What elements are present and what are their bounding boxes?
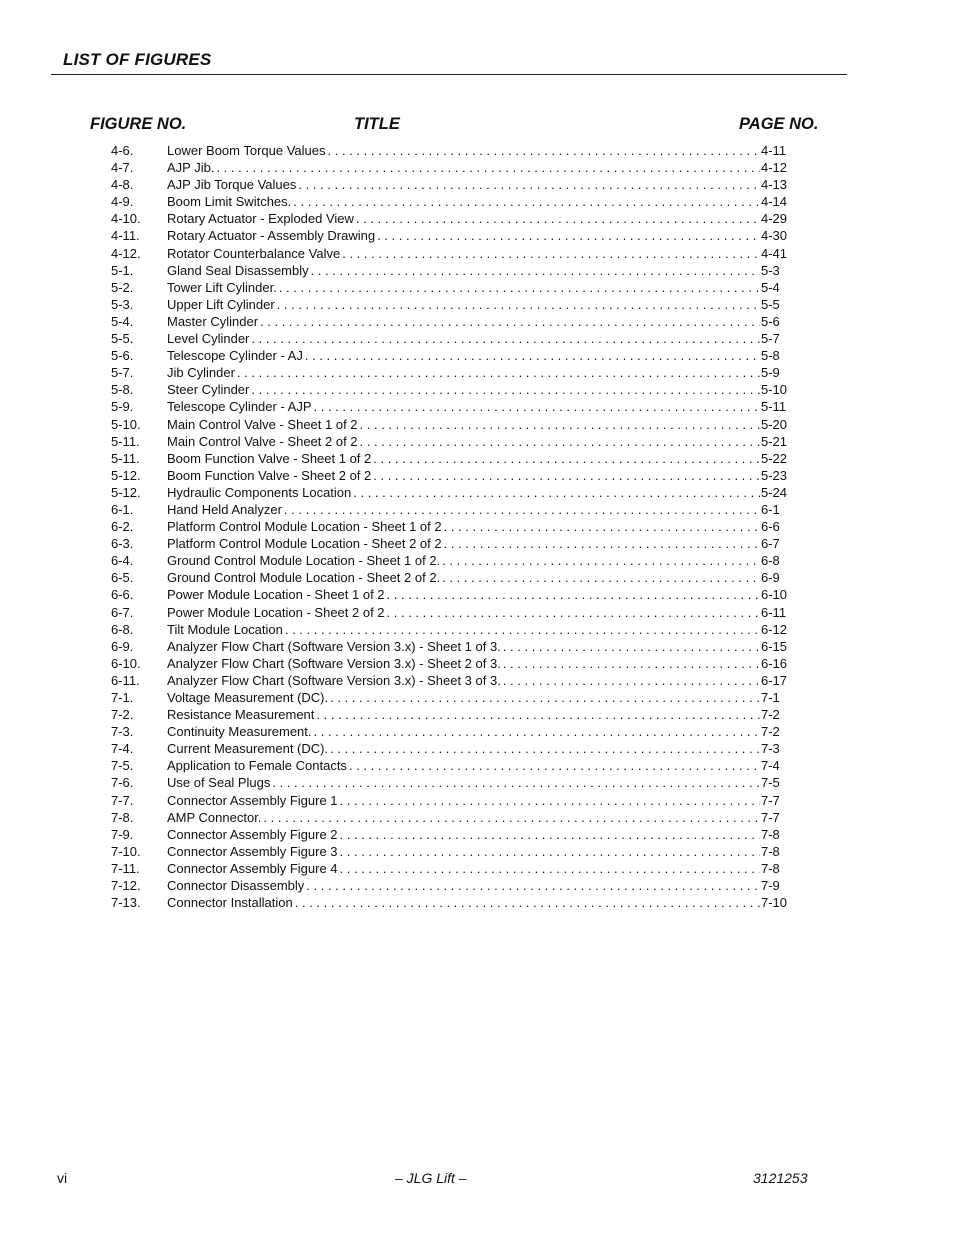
figure-number: 5-3. [111, 296, 134, 312]
figure-page: 7-9 [761, 878, 780, 894]
figure-number: 6-1. [111, 501, 134, 517]
figure-page: 7-8 [761, 843, 780, 859]
figure-number: 6-7. [111, 604, 134, 620]
dot-leader [349, 757, 760, 774]
figure-list-item[interactable] [111, 330, 791, 347]
figure-number: 5-8. [111, 382, 134, 398]
figure-page: 6-8 [761, 553, 780, 569]
figure-number: 6-9. [111, 638, 134, 654]
figure-number: 5-9. [111, 399, 134, 415]
dot-leader [285, 621, 760, 638]
figure-list-item[interactable] [111, 894, 791, 911]
dot-leader [342, 245, 760, 262]
figure-page: 7-7 [761, 792, 780, 808]
figure-number: 7-2. [111, 707, 134, 723]
figure-page: 6-17 [761, 672, 788, 688]
dot-leader [503, 672, 760, 689]
page-number: vi [57, 1170, 68, 1186]
figure-page: 6-12 [761, 621, 788, 637]
figure-number: 7-8. [111, 809, 134, 825]
figure-list-item[interactable] [111, 398, 791, 415]
figure-page: 4-13 [761, 177, 788, 193]
figure-list-item[interactable] [111, 210, 791, 227]
figure-page: 6-15 [761, 638, 788, 654]
figure-number: 6-3. [111, 536, 134, 552]
figure-title: Connector Assembly Figure 3 [167, 843, 338, 859]
dot-leader [503, 655, 760, 672]
dot-leader [216, 159, 760, 176]
dot-leader [293, 193, 760, 210]
figure-number: 6-6. [111, 587, 134, 603]
figure-number: 4-7. [111, 160, 134, 176]
figure-page: 7-7 [761, 809, 780, 825]
figure-no-heading: FIGURE NO. [90, 115, 187, 133]
page-title: LIST OF FIGURES [63, 50, 212, 69]
dot-leader [272, 774, 760, 791]
figure-number: 6-8. [111, 621, 134, 637]
figure-list-item[interactable] [111, 552, 791, 569]
figure-page: 7-5 [761, 775, 780, 791]
publisher-name: – JLG Lift – [395, 1170, 467, 1186]
figure-page: 5-7 [761, 331, 780, 347]
figure-list-item[interactable] [111, 262, 791, 279]
figure-title: Hand Held Analyzer [167, 501, 282, 517]
figure-page: 7-2 [761, 707, 780, 723]
figure-page: 5-23 [761, 467, 788, 483]
figure-number: 7-6. [111, 775, 134, 791]
figure-list-item[interactable] [111, 535, 791, 552]
figure-title: Boom Function Valve - Sheet 1 of 2 [167, 450, 372, 466]
figure-number: 5-12. [111, 484, 141, 500]
figure-list-item[interactable] [111, 740, 791, 757]
dot-leader [251, 330, 760, 347]
figure-title: Power Module Location - Sheet 2 of 2 [167, 604, 385, 620]
figure-number: 7-1. [111, 690, 134, 705]
dot-leader [237, 364, 760, 381]
dot-leader [305, 347, 760, 364]
figure-title: Connector Assembly Figure 2 [167, 826, 338, 842]
figure-number: 6-5. [111, 570, 134, 586]
figure-title: Boom Limit Switches. [167, 194, 292, 210]
figure-number: 7-10. [111, 843, 141, 859]
figure-list-item[interactable] [111, 364, 791, 381]
figure-list-item[interactable] [111, 193, 791, 210]
dot-leader [279, 279, 760, 296]
figure-list-item[interactable] [111, 501, 791, 518]
figure-number: 7-12. [111, 878, 141, 894]
figure-number: 6-2. [111, 519, 134, 535]
page-header [51, 46, 847, 75]
figure-title: Rotary Actuator - Exploded View [167, 211, 354, 227]
figure-number: 5-5. [111, 331, 134, 347]
figure-list-item[interactable] [111, 689, 791, 706]
figure-page: 5-4 [761, 279, 780, 295]
figure-list-item[interactable] [111, 450, 791, 467]
dot-leader [330, 689, 760, 706]
figure-number: 5-11. [111, 450, 140, 466]
dot-leader [340, 860, 760, 877]
dot-leader [353, 484, 760, 501]
dot-leader [260, 313, 760, 330]
dot-leader [444, 535, 760, 552]
figure-number: 7-5. [111, 758, 134, 774]
figure-list-item[interactable] [111, 467, 791, 484]
figure-list-item[interactable] [111, 296, 791, 313]
figure-page: 5-3 [761, 262, 780, 278]
figure-title: Platform Control Module Location - Sheet 2 of 2 [167, 536, 442, 552]
figure-title: Main Control Valve - Sheet 1 of 2 [167, 416, 358, 432]
figure-list-item[interactable] [111, 757, 791, 774]
dot-leader [311, 262, 760, 279]
figure-number: 7-7. [111, 792, 134, 808]
figure-title: Voltage Measurement (DC). [167, 690, 329, 705]
figure-title: Tilt Module Location [167, 621, 283, 637]
dot-leader [360, 416, 760, 433]
figure-list-item[interactable] [111, 518, 791, 535]
figure-list-item[interactable] [111, 672, 791, 689]
figure-title: Platform Control Module Location - Sheet 1 of 2 [167, 519, 442, 535]
figure-list-item[interactable] [111, 774, 791, 791]
figure-number: 5-2. [111, 279, 134, 295]
figure-number: 4-9. [111, 194, 134, 210]
figure-number: 5-4. [111, 313, 134, 329]
figure-page: 6-7 [761, 536, 780, 552]
figure-title: Analyzer Flow Chart (Software Version 3.x) - Sheet 2 of 3. [167, 655, 501, 671]
figure-list-item[interactable] [111, 792, 791, 809]
figure-page: 5-5 [761, 296, 780, 312]
dot-leader [373, 450, 760, 467]
figure-list-item[interactable] [111, 877, 791, 894]
dot-leader [251, 381, 760, 398]
figure-number: 5-1. [111, 262, 134, 278]
figure-title: Continuity Measurement. [167, 724, 312, 740]
figure-list-item[interactable] [111, 176, 791, 193]
figure-list-item[interactable] [111, 604, 791, 621]
dot-leader [356, 210, 760, 227]
figure-number: 5-11. [111, 433, 140, 449]
figure-list-item[interactable] [111, 860, 791, 877]
figure-page: 4-11 [761, 143, 787, 158]
figure-title: Gland Seal Disassembly [167, 262, 309, 278]
dot-leader [314, 398, 760, 415]
page-no-heading: PAGE NO. [739, 115, 819, 133]
figure-number: 6-4. [111, 553, 134, 569]
dot-leader [377, 227, 760, 244]
figure-number: 4-11. [111, 228, 140, 244]
figure-page: 4-12 [761, 160, 788, 176]
figure-title: Steer Cylinder [167, 382, 250, 398]
figure-page: 5-20 [761, 416, 788, 432]
figure-list-item[interactable] [111, 826, 791, 843]
figure-page: 4-41 [761, 245, 788, 261]
figure-list-item[interactable] [111, 159, 791, 176]
figure-page: 7-4 [761, 758, 780, 774]
dot-leader [263, 809, 760, 826]
figure-page: 7-10 [761, 895, 788, 911]
figure-title: Application to Female Contacts [167, 758, 347, 774]
figure-page: 4-14 [761, 194, 788, 210]
dot-leader [314, 723, 760, 740]
figure-title: Telescope Cylinder - AJ [167, 348, 303, 364]
dot-leader [295, 894, 760, 911]
figure-number: 7-11. [111, 860, 140, 876]
figure-page: 5-6 [761, 313, 780, 329]
figure-list-item[interactable] [111, 638, 791, 655]
figure-number: 5-10. [111, 416, 141, 432]
figure-list-item[interactable] [111, 245, 791, 262]
figure-list-item[interactable] [111, 809, 791, 826]
figure-title: Boom Function Valve - Sheet 2 of 2 [167, 467, 372, 483]
figure-page: 5-9 [761, 365, 780, 381]
title-heading: TITLE [354, 115, 400, 133]
figure-title: AJP Jib. [167, 160, 215, 176]
figure-title: Connector Assembly Figure 4 [167, 860, 338, 876]
dot-leader [373, 467, 760, 484]
figure-page: 7-2 [761, 724, 780, 740]
dot-leader [444, 518, 760, 535]
figure-title: Lower Boom Torque Values [167, 143, 326, 158]
figure-title: Main Control Valve - Sheet 2 of 2 [167, 433, 358, 449]
dot-leader [328, 142, 760, 159]
figure-title: Rotary Actuator - Assembly Drawing [167, 228, 376, 244]
figure-page: 6-10 [761, 587, 788, 603]
figure-page: 4-30 [761, 228, 788, 244]
figure-list-item[interactable] [111, 843, 791, 860]
figure-page: 4-29 [761, 211, 788, 227]
figure-number: 5-7. [111, 365, 134, 381]
figure-title: Jib Cylinder [167, 365, 235, 381]
figure-page: 5-8 [761, 348, 780, 364]
dot-leader [330, 740, 760, 757]
figure-number: 6-11. [111, 672, 140, 688]
dot-leader [360, 433, 760, 450]
figure-list-item[interactable] [111, 433, 791, 450]
page-footer [0, 1168, 954, 1188]
figure-page: 7-3 [761, 741, 780, 757]
figure-page: 5-10 [761, 382, 788, 398]
figure-page: 6-6 [761, 519, 780, 535]
figure-list-item[interactable] [111, 484, 791, 501]
figure-number: 4-10. [111, 211, 141, 227]
figure-list-item[interactable] [111, 586, 791, 603]
figure-page: 6-11 [761, 604, 787, 620]
figure-page: 7-8 [761, 860, 780, 876]
dot-leader [277, 296, 760, 313]
figure-title: Current Measurement (DC). [167, 741, 329, 757]
figure-page: 6-9 [761, 570, 780, 586]
dot-leader [340, 826, 760, 843]
figure-title: Tower Lift Cylinder. [167, 279, 277, 295]
figure-list-item[interactable] [111, 381, 791, 398]
figure-list [111, 142, 791, 911]
figure-number: 4-12. [111, 245, 141, 261]
figure-list-item[interactable] [111, 723, 791, 740]
figure-title: AMP Connector. [167, 809, 262, 825]
figure-number: 4-8. [111, 177, 134, 193]
figure-title: Master Cylinder [167, 313, 259, 329]
dot-leader [503, 638, 760, 655]
figure-number: 5-6. [111, 348, 134, 364]
dot-leader [284, 501, 760, 518]
figure-title: Connector Disassembly [167, 878, 305, 894]
figure-title: Resistance Measurement [167, 707, 315, 723]
figure-number: 6-10. [111, 655, 141, 671]
figure-list-item[interactable] [111, 655, 791, 672]
figure-title: Use of Seal Plugs [167, 775, 271, 791]
dot-leader [442, 552, 760, 569]
figure-list-item[interactable] [111, 279, 791, 296]
figure-list-item[interactable] [111, 706, 791, 723]
figure-page: 5-11 [761, 399, 787, 415]
figure-list-item[interactable] [111, 416, 791, 433]
figure-title: Upper Lift Cylinder [167, 296, 275, 312]
figure-number: 7-9. [111, 826, 134, 842]
figure-page: 5-22 [761, 450, 788, 466]
figure-number: 7-3. [111, 724, 134, 740]
figure-title: Ground Control Module Location - Sheet 2 of 2. [167, 570, 441, 586]
figure-list-item[interactable] [111, 313, 791, 330]
figure-title: Rotator Counterbalance Valve [167, 245, 341, 261]
figure-title: AJP Jib Torque Values [167, 177, 297, 193]
figure-number: 7-4. [111, 741, 134, 757]
dot-leader [442, 569, 760, 586]
dot-leader [298, 176, 760, 193]
column-headings [0, 115, 954, 137]
figure-list-item[interactable] [111, 142, 791, 159]
figure-list-item[interactable] [111, 227, 791, 244]
dot-leader [340, 843, 760, 860]
figure-list-item[interactable] [111, 621, 791, 638]
figure-title: Ground Control Module Location - Sheet 1 of 2. [167, 553, 441, 569]
dot-leader [340, 792, 760, 809]
figure-page: 6-1 [761, 501, 780, 517]
figure-title: Hydraulic Components Location [167, 484, 352, 500]
figure-page: 5-21 [761, 433, 788, 449]
dot-leader [306, 877, 760, 894]
figure-number: 7-13. [111, 895, 141, 911]
figure-title: Analyzer Flow Chart (Software Version 3.x) - Sheet 3 of 3. [167, 672, 501, 688]
figure-title: Connector Installation [167, 895, 293, 911]
figure-title: Connector Assembly Figure 1 [167, 792, 338, 808]
dot-leader [316, 706, 760, 723]
figure-page: 5-24 [761, 484, 788, 500]
figure-page: 7-1 [761, 690, 780, 705]
figure-title: Analyzer Flow Chart (Software Version 3.x) - Sheet 1 of 3. [167, 638, 501, 654]
figure-title: Telescope Cylinder - AJP [167, 399, 312, 415]
figure-title: Level Cylinder [167, 331, 250, 347]
figure-list-item[interactable] [111, 347, 791, 364]
figure-number: 5-12. [111, 467, 141, 483]
document-number: 3121253 [753, 1170, 808, 1186]
figure-list-item[interactable] [111, 569, 791, 586]
figure-number: 4-6. [111, 143, 134, 158]
figure-page: 7-8 [761, 826, 780, 842]
dot-leader [387, 586, 760, 603]
dot-leader [387, 604, 760, 621]
figure-page: 6-16 [761, 655, 788, 671]
figure-title: Power Module Location - Sheet 1 of 2 [167, 587, 385, 603]
